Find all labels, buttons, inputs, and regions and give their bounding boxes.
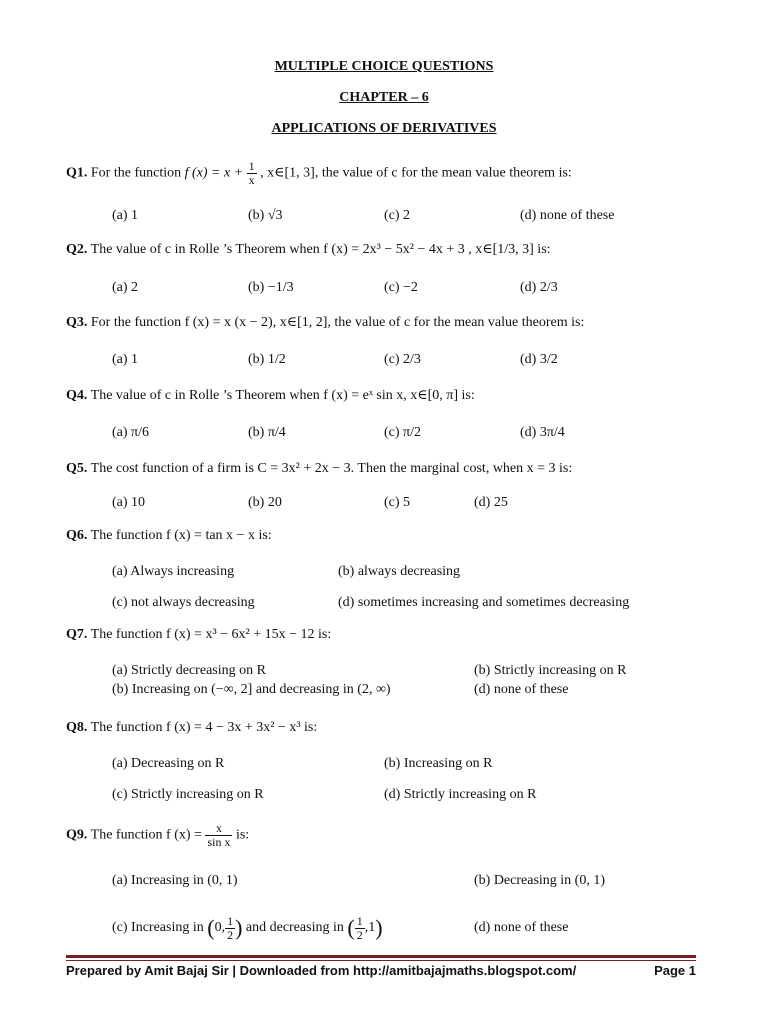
option-a: (a) 10 xyxy=(112,495,146,510)
question-text: The value of c in Rolle ’s Theorem when f (x) = eˣ sin x, x∈[0, π] is: xyxy=(90,388,475,403)
option-b: (b) always decreasing xyxy=(338,564,461,579)
option-a: (a) Decreasing on R xyxy=(112,756,225,771)
option-a: (a) 1 xyxy=(112,352,139,367)
option-d: (d) 3/2 xyxy=(520,352,558,367)
document-title: MULTIPLE CHOICE QUESTIONS xyxy=(274,59,494,74)
question-number: Q4. xyxy=(66,388,88,403)
option-c-label: (c) Increasing in xyxy=(112,920,204,936)
option-c: (c) Increasing in (0, $\frac{1}{2}$ ) and decreasing in ( $\frac{1}{2}$ ,1) xyxy=(112,913,383,942)
option-b: (b) Increasing on R xyxy=(384,756,493,771)
question-text: The function f (x) = xyxy=(90,827,206,843)
question-text: For the function f (x) = x (x − 2), x∈[1, 2], the value of c for the mean value theorem is: xyxy=(90,315,585,330)
option-d: (d) none of these xyxy=(474,682,569,697)
option-a: (a) Strictly decreasing on R xyxy=(112,663,266,678)
option-b: (b) √3 xyxy=(248,208,283,223)
option-b: (b) Decreasing in (0, 1) xyxy=(474,873,606,888)
fraction: $\frac{x}{\text{sin x}}$ xyxy=(207,821,231,849)
question-4 xyxy=(66,387,475,405)
question-7 xyxy=(66,626,331,644)
option-b: (b) 1/2 xyxy=(248,352,286,367)
question-text: The cost function of a firm is C = 3x² + 2x − 3. Then the marginal cost, when x = 3 is: xyxy=(90,461,573,476)
option-c: (c) −2 xyxy=(384,280,418,295)
chapter-heading: CHAPTER – 6 xyxy=(339,90,429,105)
option-c-label-2: and decreasing in xyxy=(245,920,344,936)
question-5 xyxy=(66,460,572,478)
option-d: (d) 3π/4 xyxy=(520,425,565,440)
option-a: (a) Increasing in (0, 1) xyxy=(112,873,238,888)
question-text: For the function xyxy=(90,165,182,181)
option-a: (a) 1 xyxy=(112,208,139,223)
option-d: (d) 25 xyxy=(474,495,508,510)
option-b: (b) 20 xyxy=(248,495,282,510)
question-8 xyxy=(66,719,317,737)
question-number: Q6. xyxy=(66,528,88,543)
option-c: (c) Strictly increasing on R xyxy=(112,787,264,802)
question-number: Q8. xyxy=(66,720,88,735)
question-text: The value of c in Rolle ’s Theorem when f (x) = 2x³ − 5x² − 4x + 3 , x∈[1/3, 3] is: xyxy=(90,242,551,257)
question-1 xyxy=(66,160,572,187)
question-text-tail: , x∈[1, 3], the value of c for the mean value theorem is: xyxy=(256,165,572,181)
option-a: (a) Always increasing xyxy=(112,564,235,579)
option-b: (b) π/4 xyxy=(248,425,286,440)
option-d: (d) 2/3 xyxy=(520,280,558,295)
option-d: (d) none of these xyxy=(520,208,615,223)
option-c: (c) 2 xyxy=(384,208,411,223)
footer-rule xyxy=(66,955,696,958)
option-c: (b) Increasing on (−∞, 2] and decreasing in (2, ∞) xyxy=(112,682,391,697)
question-6 xyxy=(66,527,272,545)
question-text: The function f (x) = x³ − 6x² + 15x − 12 is: xyxy=(90,627,332,642)
question-number: Q5. xyxy=(66,461,88,476)
option-c: (c) not always decreasing xyxy=(112,595,255,610)
question-2 xyxy=(66,241,551,259)
option-d: (d) sometimes increasing and sometimes decreasing xyxy=(338,595,630,610)
option-b: (b) −1/3 xyxy=(248,280,294,295)
option-a: (a) π/6 xyxy=(112,425,149,440)
question-number: Q3. xyxy=(66,315,88,330)
question-number: Q2. xyxy=(66,242,88,257)
option-a: (a) 2 xyxy=(112,280,139,295)
option-d: (d) Strictly increasing on R xyxy=(384,787,537,802)
question-number: Q9. xyxy=(66,827,88,843)
option-c: (c) 5 xyxy=(384,495,411,510)
topic-heading: APPLICATIONS OF DERIVATIVES xyxy=(271,121,497,136)
question-number: Q1. xyxy=(66,165,88,181)
footer-credit: Prepared by Amit Bajaj Sir | Downloaded from http://amitbajajmaths.blogspot.com/ xyxy=(66,963,577,978)
question-3 xyxy=(66,314,584,332)
footer-rule-thin xyxy=(66,960,696,961)
option-b: (b) Strictly increasing on R xyxy=(474,663,627,678)
question-text-tail: is: xyxy=(232,827,250,843)
question-number: Q7. xyxy=(66,627,88,642)
option-c: (c) π/2 xyxy=(384,425,421,440)
page-number: Page 1 xyxy=(654,963,696,978)
question-text: The function f (x) = tan x − x is: xyxy=(90,528,272,543)
question-9 xyxy=(66,822,249,849)
question-text: The function f (x) = 4 − 3x + 3x² − x³ is: xyxy=(90,720,318,735)
option-c: (c) 2/3 xyxy=(384,352,421,367)
formula: f (x) = x + xyxy=(184,165,247,181)
fraction: $\frac{1}{x}$ xyxy=(248,159,255,187)
option-d: (d) none of these xyxy=(474,920,569,935)
